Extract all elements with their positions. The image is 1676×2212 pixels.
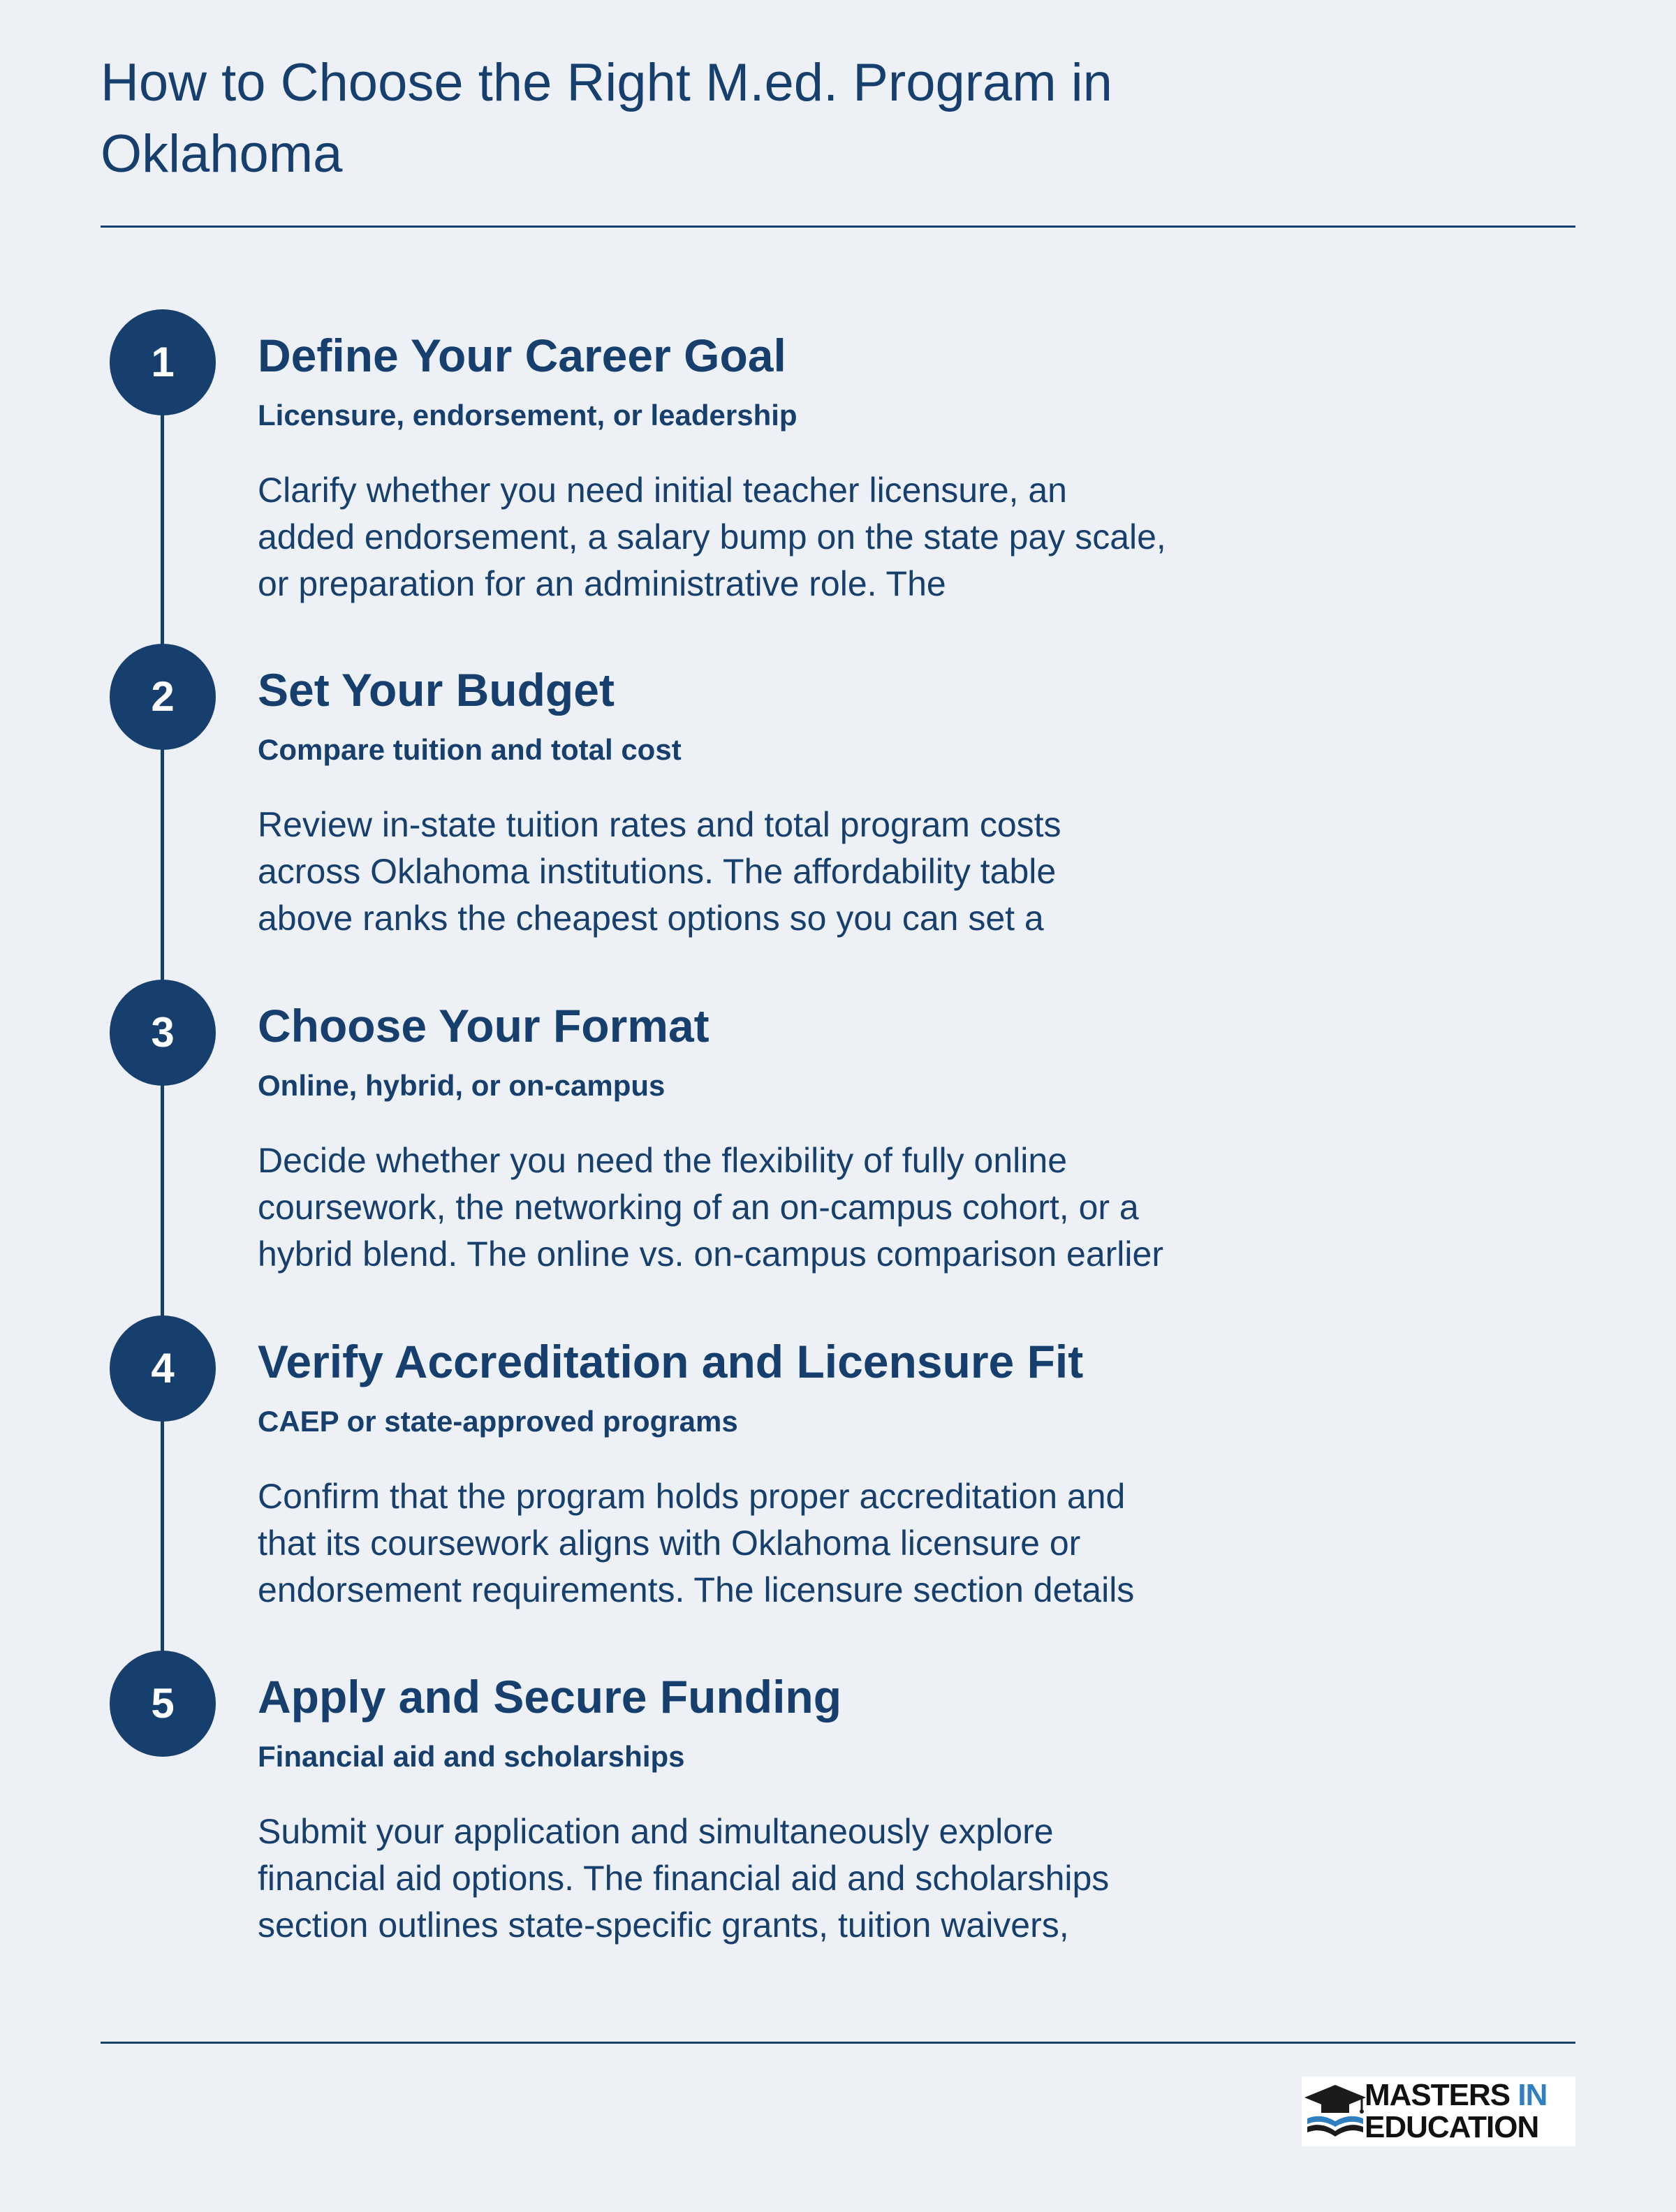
step-number-badge: 2 — [110, 644, 216, 750]
step-subtitle: Compare tuition and total cost — [258, 733, 682, 766]
step-description — [258, 1808, 1319, 1949]
step-subtitle: CAEP or state-approved programs — [258, 1405, 738, 1438]
step-description-line: section outlines state-specific grants, tuition waivers, — [258, 1905, 1069, 1945]
step-description-line: hybrid blend. The online vs. on-campus comparison earlier — [258, 1234, 1163, 1274]
step-description-line: added endorsement, a salary bump on the state pay scale, — [258, 517, 1166, 556]
logo-masters-text: MASTERS — [1365, 2078, 1510, 2112]
step-number-badge: 4 — [110, 1315, 216, 1422]
step-description-line: or preparation for an administrative role. The — [258, 564, 946, 603]
step-title: Set Your Budget — [258, 664, 615, 716]
logo-wordmark-line1 — [1365, 2079, 1547, 2111]
step-subtitle: Online, hybrid, or on-campus — [258, 1069, 666, 1102]
step-description-line: financial aid options. The financial aid and scholarships — [258, 1859, 1110, 1898]
step-description-line: coursework, the networking of an on-campus cohort, or a — [258, 1188, 1139, 1227]
footer-divider — [101, 2042, 1575, 2044]
page-title: How to Choose the Right M.ed. Program in Oklahoma — [101, 53, 1112, 184]
header-divider — [101, 226, 1575, 228]
step-description — [258, 802, 1319, 942]
step-description-line: Clarify whether you need initial teacher licensure, an — [258, 471, 1067, 510]
step-description-line: above ranks the cheapest options so you can set a — [258, 899, 1044, 938]
step-title: Choose Your Format — [258, 1000, 710, 1052]
step-description — [258, 467, 1319, 607]
step-title: Apply and Secure Funding — [258, 1671, 842, 1723]
step-description-line: across Oklahoma institutions. The affordability table — [258, 852, 1057, 891]
step-number-badge: 3 — [110, 980, 216, 1086]
step-description-line: that its coursework aligns with Oklahoma licensure or — [258, 1524, 1081, 1563]
step-title: Verify Accreditation and Licensure Fit — [258, 1336, 1084, 1387]
step-title: Define Your Career Goal — [258, 330, 786, 381]
logo-in-text: IN — [1517, 2078, 1548, 2112]
step-number-badge: 1 — [110, 309, 216, 415]
step-subtitle: Financial aid and scholarships — [258, 1740, 685, 1773]
step-description-line: Review in-state tuition rates and total program costs — [258, 805, 1061, 844]
step-description-line: Submit your application and simultaneously explore — [258, 1812, 1054, 1851]
masters-in-education-logo — [1302, 2077, 1575, 2146]
step-description — [258, 1137, 1319, 1278]
step-description — [258, 1473, 1319, 1614]
graduation-cap-book-icon — [1302, 2081, 1369, 2142]
step-subtitle: Licensure, endorsement, or leadership — [258, 399, 797, 432]
step-number-badge: 5 — [110, 1651, 216, 1757]
step-description-line: Decide whether you need the flexibility of fully online — [258, 1141, 1068, 1180]
logo-wordmark-line2: EDUCATION — [1365, 2110, 1539, 2144]
step-description-line: endorsement requirements. The licensure section details — [258, 1570, 1135, 1609]
step-description-line: Confirm that the program holds proper accreditation and — [258, 1477, 1126, 1516]
